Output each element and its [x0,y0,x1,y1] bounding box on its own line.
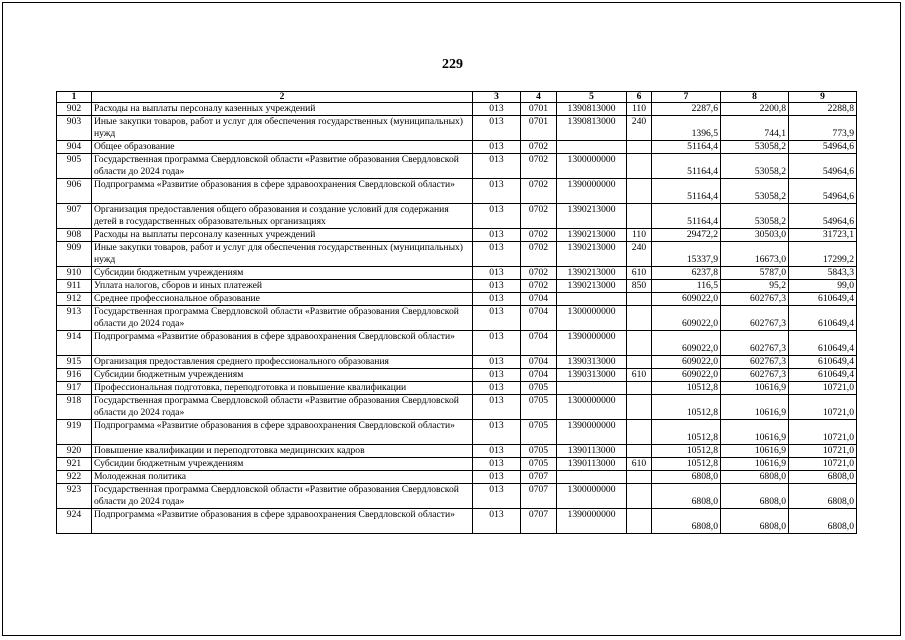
expense-type-code [627,484,652,509]
table-row [57,420,857,445]
target-article-code: 1390313000 [557,356,627,369]
row-number: 916 [57,369,92,382]
amount-year-2: 6808,0 [721,471,789,484]
column-header: 3 [473,92,521,103]
expense-type-code [627,306,652,331]
row-description: Подпрограмма «Развитие образования в сфере здравоохранения Свердловской области» [92,420,473,445]
budget-table [56,91,857,534]
amount-year-3: 10721,0 [789,445,857,458]
expense-type-code: 240 [627,242,652,267]
amount-year-3: 773,9 [789,116,857,141]
row-number: 912 [57,293,92,306]
amount-year-3: 17299,2 [789,242,857,267]
target-article-code: 1390113000 [557,458,627,471]
ministry-code: 013 [473,116,521,141]
table-row [57,229,857,242]
target-article-code: 1390813000 [557,116,627,141]
amount-year-2: 6808,0 [721,484,789,509]
row-description: Общее образование [92,141,473,154]
target-article-code: 1300000000 [557,306,627,331]
amount-year-1: 15337,9 [652,242,721,267]
row-number: 914 [57,331,92,356]
amount-year-3: 6808,0 [789,509,857,534]
row-description: Среднее профессиональное образование [92,293,473,306]
section-code: 0702 [521,141,557,154]
row-description: Субсидии бюджетным учреждениям [92,267,473,280]
ministry-code: 013 [473,509,521,534]
table-row [57,382,857,395]
amount-year-1: 6808,0 [652,471,721,484]
ministry-code: 013 [473,179,521,204]
amount-year-3: 610649,4 [789,306,857,331]
ministry-code: 013 [473,395,521,420]
amount-year-1: 609022,0 [652,293,721,306]
ministry-code: 013 [473,369,521,382]
amount-year-2: 10616,9 [721,420,789,445]
section-code: 0704 [521,369,557,382]
table-row [57,306,857,331]
table-row [57,154,857,179]
table-row [57,103,857,116]
column-header: 6 [627,92,652,103]
table-row [57,484,857,509]
expense-type-code: 610 [627,267,652,280]
section-code: 0702 [521,280,557,293]
section-code: 0704 [521,356,557,369]
section-code: 0705 [521,382,557,395]
amount-year-1: 609022,0 [652,331,721,356]
target-article-code: 1300000000 [557,395,627,420]
row-description: Государственная программа Свердловской области «Развитие образования Свердловской области до 2024 года» [92,154,473,179]
amount-year-3: 31723,1 [789,229,857,242]
amount-year-3: 54964,6 [789,154,857,179]
amount-year-3: 10721,0 [789,395,857,420]
ministry-code: 013 [473,331,521,356]
amount-year-2: 602767,3 [721,356,789,369]
row-number: 909 [57,242,92,267]
amount-year-3: 610649,4 [789,331,857,356]
amount-year-3: 54964,6 [789,204,857,229]
amount-year-1: 29472,2 [652,229,721,242]
section-code: 0705 [521,420,557,445]
table-row [57,293,857,306]
ministry-code: 013 [473,306,521,331]
target-article-code: 1390213000 [557,204,627,229]
row-description: Государственная программа Свердловской области «Развитие образования Свердловской области до 2024 года» [92,484,473,509]
amount-year-1: 51164,4 [652,154,721,179]
amount-year-2: 602767,3 [721,369,789,382]
table-row [57,356,857,369]
row-number: 907 [57,204,92,229]
table-row [57,267,857,280]
row-description: Государственная программа Свердловской области «Развитие образования Свердловской области до 2024 года» [92,395,473,420]
table-row [57,204,857,229]
row-description: Повышение квалификации и переподготовка медицинских кадров [92,445,473,458]
row-number: 910 [57,267,92,280]
target-article-code: 1390213000 [557,280,627,293]
amount-year-1: 10512,8 [652,395,721,420]
amount-year-1: 1396,5 [652,116,721,141]
row-number: 922 [57,471,92,484]
ministry-code: 013 [473,445,521,458]
expense-type-code [627,509,652,534]
expense-type-code: 240 [627,116,652,141]
table-row [57,280,857,293]
row-description: Подпрограмма «Развитие образования в сфере здравоохранения Свердловской области» [92,509,473,534]
amount-year-2: 602767,3 [721,306,789,331]
amount-year-2: 6808,0 [721,509,789,534]
ministry-code: 013 [473,242,521,267]
target-article-code: 1390213000 [557,267,627,280]
amount-year-2: 53058,2 [721,141,789,154]
column-header: 9 [789,92,857,103]
table-row [57,369,857,382]
target-article-code: 1300000000 [557,484,627,509]
row-description: Подпрограмма «Развитие образования в сфере здравоохранения Свердловской области» [92,331,473,356]
ministry-code: 013 [473,103,521,116]
section-code: 0702 [521,267,557,280]
row-description: Молодежная политика [92,471,473,484]
amount-year-3: 610649,4 [789,356,857,369]
amount-year-2: 30503,0 [721,229,789,242]
section-code: 0707 [521,509,557,534]
amount-year-1: 6808,0 [652,509,721,534]
expense-type-code [627,395,652,420]
amount-year-1: 10512,8 [652,382,721,395]
column-header: 8 [721,92,789,103]
amount-year-3: 610649,4 [789,293,857,306]
expense-type-code: 110 [627,229,652,242]
section-code: 0702 [521,204,557,229]
row-number: 902 [57,103,92,116]
expense-type-code [627,382,652,395]
section-code: 0701 [521,103,557,116]
row-description: Уплата налогов, сборов и иных платежей [92,280,473,293]
target-article-code [557,382,627,395]
amount-year-3: 54964,6 [789,141,857,154]
row-description: Организация предоставления общего образования и создание условий для содержания детей в государственных образовательных организациях [92,204,473,229]
amount-year-1: 6808,0 [652,484,721,509]
ministry-code: 013 [473,204,521,229]
amount-year-2: 744,1 [721,116,789,141]
row-number: 915 [57,356,92,369]
amount-year-1: 51164,4 [652,204,721,229]
expense-type-code: 610 [627,369,652,382]
row-description: Иные закупки товаров, работ и услуг для обеспечения государственных (муниципальных) нужд [92,116,473,141]
table-row [57,509,857,534]
column-header: 4 [521,92,557,103]
ministry-code: 013 [473,458,521,471]
amount-year-2: 602767,3 [721,293,789,306]
column-header: 2 [92,92,473,103]
amount-year-2: 5787,0 [721,267,789,280]
ministry-code: 013 [473,484,521,509]
target-article-code: 1390213000 [557,229,627,242]
page-number: 229 [442,57,463,72]
target-article-code: 1390000000 [557,509,627,534]
amount-year-2: 16673,0 [721,242,789,267]
section-code: 0702 [521,154,557,179]
amount-year-2: 10616,9 [721,395,789,420]
target-article-code: 1300000000 [557,154,627,179]
table-row [57,242,857,267]
row-number: 903 [57,116,92,141]
amount-year-1: 116,5 [652,280,721,293]
amount-year-2: 53058,2 [721,179,789,204]
table-row [57,458,857,471]
amount-year-3: 6808,0 [789,484,857,509]
expense-type-code [627,154,652,179]
section-code: 0707 [521,471,557,484]
section-code: 0704 [521,306,557,331]
header-row [57,92,857,103]
expense-type-code [627,204,652,229]
table-row [57,116,857,141]
row-number: 919 [57,420,92,445]
row-number: 920 [57,445,92,458]
ministry-code: 013 [473,267,521,280]
amount-year-2: 95,2 [721,280,789,293]
row-description: Государственная программа Свердловской области «Развитие образования Свердловской области до 2024 года» [92,306,473,331]
target-article-code: 1390000000 [557,331,627,356]
column-header: 1 [57,92,92,103]
section-code: 0704 [521,331,557,356]
amount-year-1: 609022,0 [652,369,721,382]
amount-year-3: 6808,0 [789,471,857,484]
row-number: 917 [57,382,92,395]
amount-year-1: 2287,6 [652,103,721,116]
expense-type-code [627,356,652,369]
row-description: Профессиональная подготовка, переподготовка и повышение квалификации [92,382,473,395]
row-number: 911 [57,280,92,293]
section-code: 0707 [521,484,557,509]
target-article-code: 1390813000 [557,103,627,116]
expense-type-code [627,141,652,154]
amount-year-3: 10721,0 [789,382,857,395]
row-number: 918 [57,395,92,420]
column-header: 7 [652,92,721,103]
amount-year-1: 609022,0 [652,356,721,369]
expense-type-code [627,471,652,484]
row-number: 923 [57,484,92,509]
expense-type-code: 110 [627,103,652,116]
target-article-code [557,293,627,306]
amount-year-1: 51164,4 [652,179,721,204]
row-number: 904 [57,141,92,154]
amount-year-3: 54964,6 [789,179,857,204]
section-code: 0705 [521,458,557,471]
amount-year-1: 609022,0 [652,306,721,331]
amount-year-3: 2288,8 [789,103,857,116]
ministry-code: 013 [473,420,521,445]
table-row [57,395,857,420]
amount-year-3: 10721,0 [789,420,857,445]
table-row [57,445,857,458]
target-article-code [557,141,627,154]
amount-year-2: 10616,9 [721,382,789,395]
amount-year-3: 10721,0 [789,458,857,471]
column-header: 5 [557,92,627,103]
expense-type-code: 610 [627,458,652,471]
target-article-code: 1390213000 [557,242,627,267]
target-article-code [557,471,627,484]
ministry-code: 013 [473,229,521,242]
table-row [57,179,857,204]
expense-type-code [627,331,652,356]
row-number: 913 [57,306,92,331]
amount-year-1: 51164,4 [652,141,721,154]
ministry-code: 013 [473,471,521,484]
amount-year-1: 6237,8 [652,267,721,280]
ministry-code: 013 [473,280,521,293]
row-description: Организация предоставления среднего профессионального образования [92,356,473,369]
amount-year-2: 53058,2 [721,204,789,229]
section-code: 0704 [521,293,557,306]
target-article-code: 1390113000 [557,445,627,458]
amount-year-3: 99,0 [789,280,857,293]
expense-type-code [627,445,652,458]
section-code: 0702 [521,179,557,204]
ministry-code: 013 [473,293,521,306]
row-description: Расходы на выплаты персоналу казенных учреждений [92,229,473,242]
ministry-code: 013 [473,382,521,395]
section-code: 0701 [521,116,557,141]
amount-year-2: 602767,3 [721,331,789,356]
row-description: Субсидии бюджетным учреждениям [92,369,473,382]
row-number: 906 [57,179,92,204]
row-description: Расходы на выплаты персоналу казенных учреждений [92,103,473,116]
row-description: Подпрограмма «Развитие образования в сфере здравоохранения Свердловской области» [92,179,473,204]
expense-type-code [627,420,652,445]
table-row [57,331,857,356]
expense-type-code [627,293,652,306]
row-number: 908 [57,229,92,242]
row-description: Субсидии бюджетным учреждениям [92,458,473,471]
amount-year-2: 10616,9 [721,445,789,458]
table-row [57,471,857,484]
ministry-code: 013 [473,356,521,369]
amount-year-1: 10512,8 [652,458,721,471]
target-article-code: 1390000000 [557,179,627,204]
amount-year-1: 10512,8 [652,445,721,458]
expense-type-code: 850 [627,280,652,293]
expense-type-code [627,179,652,204]
target-article-code: 1390000000 [557,420,627,445]
amount-year-3: 610649,4 [789,369,857,382]
amount-year-2: 10616,9 [721,458,789,471]
amount-year-2: 53058,2 [721,154,789,179]
row-number: 921 [57,458,92,471]
amount-year-2: 2200,8 [721,103,789,116]
row-number: 924 [57,509,92,534]
section-code: 0702 [521,229,557,242]
ministry-code: 013 [473,141,521,154]
row-number: 905 [57,154,92,179]
ministry-code: 013 [473,154,521,179]
table-row [57,141,857,154]
amount-year-1: 10512,8 [652,420,721,445]
section-code: 0705 [521,445,557,458]
amount-year-3: 5843,3 [789,267,857,280]
section-code: 0702 [521,242,557,267]
row-description: Иные закупки товаров, работ и услуг для обеспечения государственных (муниципальных) нужд [92,242,473,267]
section-code: 0705 [521,395,557,420]
target-article-code: 1390313000 [557,369,627,382]
